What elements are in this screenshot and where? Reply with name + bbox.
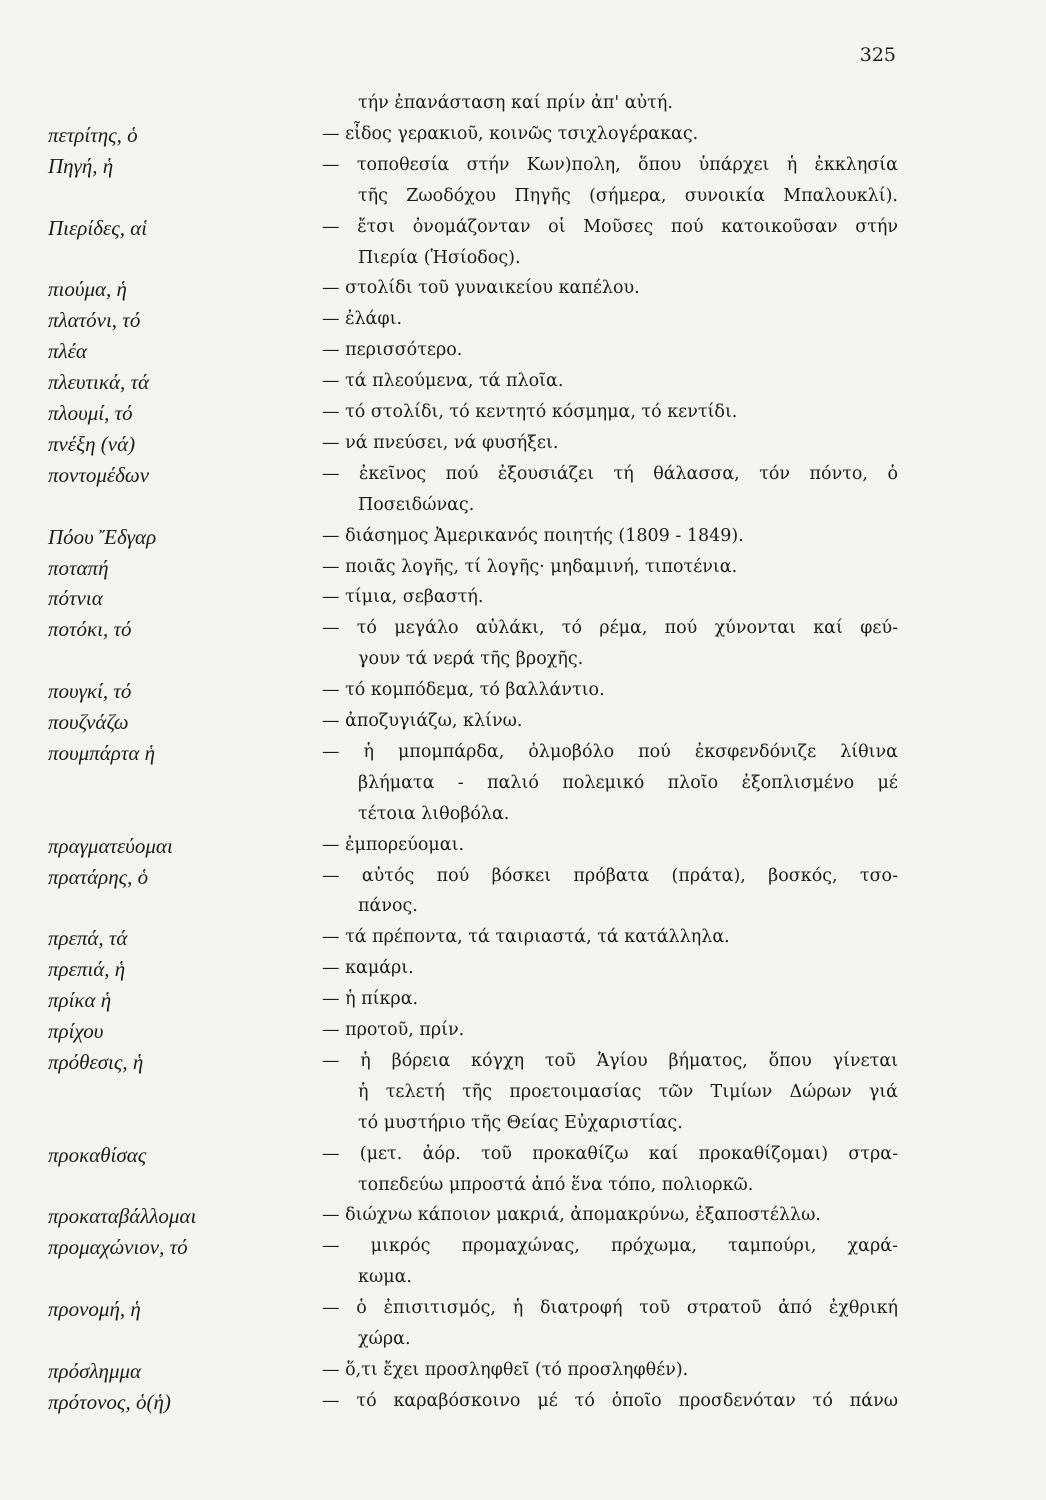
entry-headword: Πιερίδες, αἱ <box>48 216 148 240</box>
entry-definition-continuation: πάνος. <box>358 896 418 916</box>
entry-definition-continuation: Ποσειδώνας. <box>358 495 475 515</box>
entry-headword: πουζνάζω <box>48 710 129 734</box>
entry-definition: — καμάρι. <box>322 958 414 978</box>
entry-definition: — ἔτσι ὀνομάζονταν οἱ Μοῦσες πού κατοικοῦσαν στήν <box>322 217 898 237</box>
entry-headword: πρίκα ἡ <box>48 988 112 1012</box>
entry-headword: πλέα <box>48 339 87 363</box>
entry-headword: πρατάρης, ὁ <box>48 865 149 889</box>
entry-definition: — τά πρέποντα, τά ταιριαστά, τά κατάλληλα. <box>322 927 730 947</box>
entry-headword: Πόου Ἔδγαρ <box>48 525 157 549</box>
entry-definition: — στολίδι τοῦ γυναικείου καπέλου. <box>322 278 640 298</box>
entry-headword: πρεπά, τά <box>48 926 128 950</box>
entry-headword: προκαθίσας <box>48 1143 147 1167</box>
entry-headword: πλουμί, τό <box>48 401 133 425</box>
entry-definition-continuation: τοπεδεύω μπροστά ἀπό ἕνα τόπο, πολιορκῶ. <box>358 1175 754 1195</box>
entry-definition: — αὐτός πού βόσκει πρόβατα (πράτα), βοσκός, τσο- <box>322 866 898 886</box>
entry-definition: — νά πνεύσει, νά φυσήξει. <box>322 433 559 453</box>
entry-definition-continuation: τήν ἐπανάσταση καί πρίν ἀπ' αὐτή. <box>358 93 673 113</box>
entry-definition: — ἐλάφι. <box>322 309 403 329</box>
entry-headword: προμαχώνιον, τό <box>48 1235 188 1259</box>
entry-headword: πλατόνι, τό <box>48 308 141 332</box>
entry-definition-continuation: τῆς Ζωοδόχου Πηγῆς (σήμερα, συνοικία Μπαλουκλί). <box>358 186 898 206</box>
entry-headword: πρότονος, ὁ(ἡ) <box>48 1390 171 1414</box>
entry-definition-continuation: χώρα. <box>358 1329 411 1349</box>
entry-headword: πρίχου <box>48 1019 104 1043</box>
entry-definition: — ἡ βόρεια κόγχη τοῦ Ἁγίου βήματος, ὅπου γίνεται <box>322 1051 898 1071</box>
entry-definition: — (μετ. ἀόρ. τοῦ προκαθίζω καί προκαθίζομαι) στρα- <box>322 1144 898 1164</box>
entry-definition: — ἀποζυγιάζω, κλίνω. <box>322 711 523 731</box>
page-number: 325 <box>859 44 896 66</box>
entry-definition: — εἶδος γερακιοῦ, κοινῶς τσιχλογέρακας. <box>322 124 699 144</box>
entry-headword: πουγκί, τό <box>48 679 132 703</box>
entry-definition: — ἐκεῖνος πού ἐξουσιάζει τή θάλασσα, τόν πόντο, ὁ <box>322 464 898 484</box>
entry-definition: — τό μεγάλο αὐλάκι, τό ρέμα, πού χύνονται καί φεύ- <box>322 618 898 638</box>
entry-definition: — ἐμπορεύομαι. <box>322 835 465 855</box>
entry-headword: ποταπή <box>48 556 109 580</box>
entry-headword: πρεπιά, ἡ <box>48 957 126 981</box>
entry-definition: — ποιᾶς λογῆς, τί λογῆς· μηδαμινή, τιποτένια. <box>322 557 738 577</box>
entry-headword: πετρίτης, ὁ <box>48 123 138 147</box>
entry-definition: — τό καραβόσκοινο μέ τό ὁποῖο προσδενόταν τό πάνω <box>322 1391 898 1411</box>
entry-definition: — τό στολίδι, τό κεντητό κόσμημα, τό κεντίδι. <box>322 402 738 422</box>
entry-definition-continuation: Πιερία (Ἡσίοδος). <box>358 248 521 268</box>
entry-headword: πιούμα, ἡ <box>48 277 127 301</box>
entry-headword: πνέξη (νά) <box>48 432 136 456</box>
entry-definition-continuation: τέτοια λιθοβόλα. <box>358 804 510 824</box>
entry-definition: — τίμια, σεβαστή. <box>322 587 484 607</box>
entry-definition-continuation: βλήματα - παλιό πολεμικό πλοῖο ἐξοπλισμένο μέ <box>358 773 898 793</box>
entry-headword: προνομή, ἡ <box>48 1297 141 1321</box>
entry-headword: πουμπάρτα ἡ <box>48 741 156 765</box>
entry-definition: — περισσότερο. <box>322 340 463 360</box>
entry-headword: προκαταβάλλομαι <box>48 1204 197 1228</box>
entry-definition: — τοποθεσία στήν Κων)πολη, ὅπου ὑπάρχει ἡ ἐκκλησία <box>322 155 898 175</box>
entry-headword: Πηγή, ἡ <box>48 154 114 178</box>
entry-definition: — ὁ ἐπισιτισμός, ἡ διατροφή τοῦ στρατοῦ ἀπό ἐχθρική <box>322 1298 898 1318</box>
entry-headword: ποτόκι, τό <box>48 617 132 641</box>
entry-definition-continuation: κωμα. <box>358 1267 412 1287</box>
entry-definition: — ὅ,τι ἔχει προσληφθεῖ (τό προσληφθέν). <box>322 1360 689 1380</box>
entry-headword: πραγματεύομαι <box>48 834 173 858</box>
entry-definition: — διώχνω κάποιον μακριά, ἀπομακρύνω, ἐξαποστέλλω. <box>322 1205 821 1225</box>
entry-definition-continuation: γουν τά νερά τῆς βροχῆς. <box>358 649 584 669</box>
entry-definition: — ἡ μπομπάρδα, ὀλμοβόλο πού ἐκσφενδόνιζε λίθινα <box>322 742 898 762</box>
entry-definition-continuation: ἡ τελετή τῆς προετοιμασίας τῶν Τιμίων Δώρων γιά <box>358 1082 898 1102</box>
entry-headword: πρόσλημμα <box>48 1359 142 1383</box>
entry-headword: πλευτικά, τά <box>48 370 150 394</box>
entry-definition: — προτοῦ, πρίν. <box>322 1020 465 1040</box>
entry-definition: — ἡ πίκρα. <box>322 989 419 1009</box>
entry-headword: πότνια <box>48 586 103 610</box>
entry-definition: — διάσημος Ἀμερικανός ποιητής (1809 - 1849). <box>322 526 744 546</box>
entry-definition: — μικρός προμαχώνας, πρόχωμα, ταμπούρι, χαρά- <box>322 1236 898 1256</box>
entry-definition: — τά πλεούμενα, τά πλοῖα. <box>322 371 564 391</box>
entry-headword: ποντομέδων <box>48 463 150 487</box>
entry-headword: πρόθεσις, ἡ <box>48 1050 144 1074</box>
entry-definition: — τό κομπόδεμα, τό βαλλάντιο. <box>322 680 605 700</box>
entry-definition-continuation: τό μυστήριο τῆς Θείας Εὐχαριστίας. <box>358 1113 683 1133</box>
